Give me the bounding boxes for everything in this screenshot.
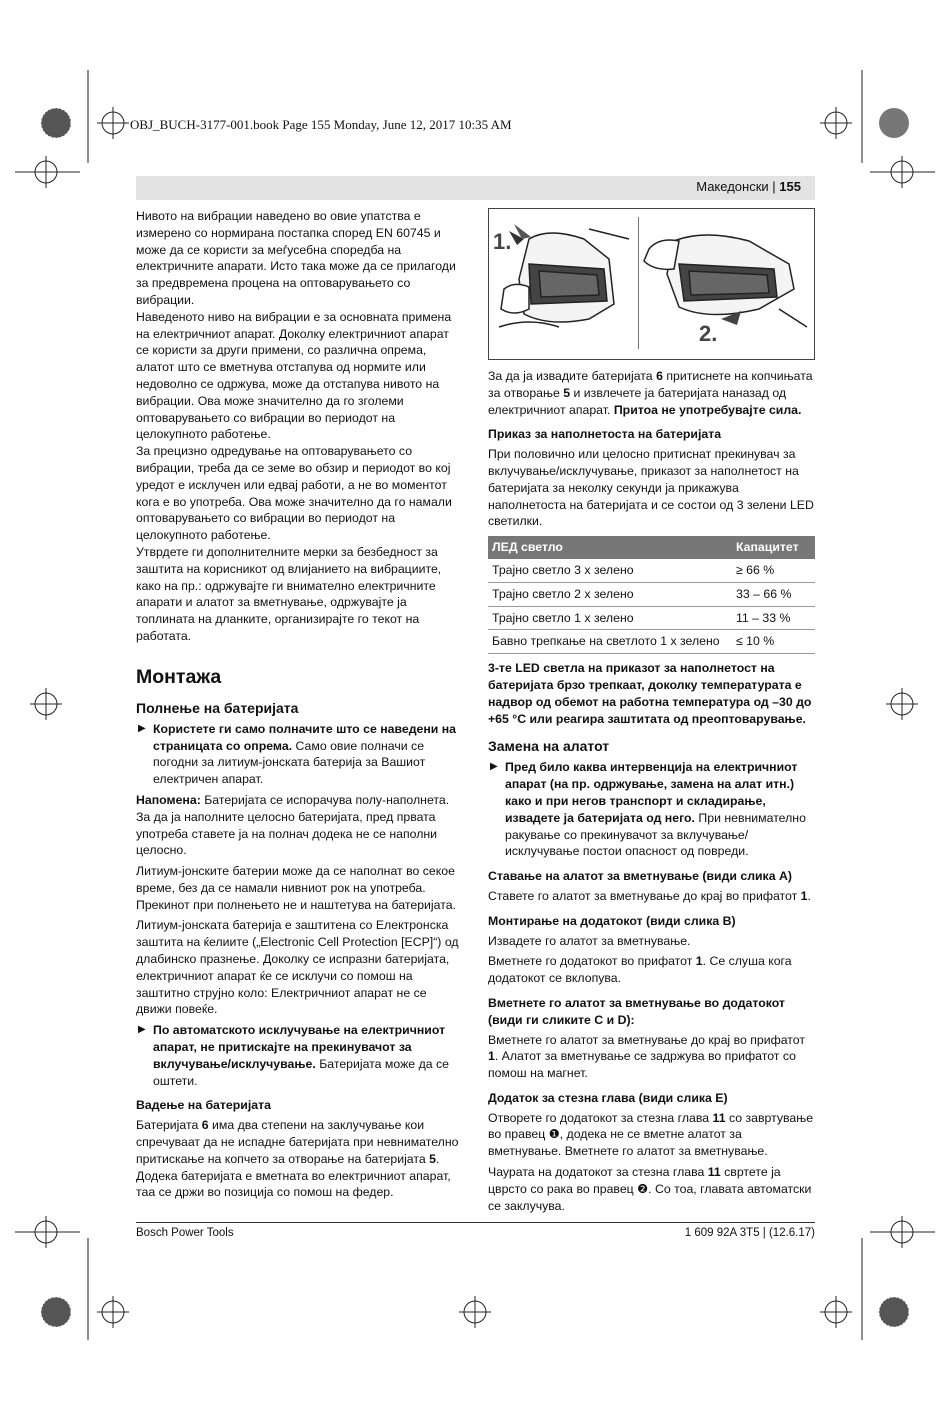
- page-header: [136, 176, 815, 200]
- text: има два степени на заклучување кои спречуваат да не испадне батеријата при невнимателно притискање на копчето за отворање на батеријата: [136, 1118, 459, 1166]
- heading-montaza: Монтажа: [136, 665, 222, 688]
- table-header-row: [488, 536, 815, 559]
- insert-attachment-paragraph: [488, 953, 815, 987]
- insert-into-attachment-paragraph: [488, 1032, 815, 1082]
- bullet-text: При невнимателно ракување со прекинувачот за вклучување/исклучување постои опасност од повреди.: [505, 810, 806, 859]
- ref-number: 1: [695, 954, 703, 969]
- bullet-text: Само овие полначи се погодни за литиум-јонската батерија за Вашиот електричен апарат.: [153, 738, 426, 787]
- text: . Додека батеријата е вметната во електричниот апарат, таа се држи во позиција со помош на федер.: [136, 1151, 451, 1200]
- figure-label-1: 1.: [493, 229, 512, 254]
- heading-insert-tool: Ставање на алатот за вметнување (види слика A): [488, 869, 792, 884]
- text: , додека не се вметне алатот за вметнување. Вметнете го алатот за вметнување.: [488, 1127, 768, 1159]
- insert-tool-paragraph: [488, 888, 815, 905]
- header-language: Македонски: [696, 179, 769, 194]
- page-number: 155: [779, 179, 801, 194]
- text: Чаурата на додатокот за стезна глава: [488, 1165, 708, 1180]
- battery-illustration: [489, 209, 814, 359]
- vibration-paragraph-2: Наведеното ниво на вибрации е за основната примена на електричниот апарат. Доколку електричниот апарат се користи за други примени, со различна опрема, алатот што се вметнува отстапува од нормите или недоволно се одржува, може да отстапува нивото на вибрации. Ова може значително да го зголеми оптоварувањето со вибрации во периодот на целокупното работење.: [136, 309, 452, 442]
- bullet-bold: По автоматското исклучување на електричниот апарат, не притискајте на прекинувачот за вклучување/исклучување.: [153, 1023, 446, 1071]
- vibration-paragraph-3: За прецизно одредување на оптоварувањето со вибрации, треба да се земе во обзир и периодот во кој уредот е исклучен или едвај работи, а не во моментот кога е во употреба. Ова може значително да го намали оптоварувањето со вибрации во периодот на целокупното работење.: [136, 444, 452, 543]
- capacity-cell: ≥ 66 %: [732, 559, 815, 582]
- table-row: [488, 606, 815, 630]
- led-cell: Трајно светло 1 x зелено: [488, 606, 732, 630]
- bullet-triangle-icon: ▶: [138, 1024, 146, 1036]
- header-text: [696, 179, 801, 194]
- table-row: [488, 559, 815, 582]
- bold-warning: Притоа не употребувајте сила.: [613, 402, 802, 417]
- footer-doc-number: 1 609 92A 3T5 | (12.6.17): [684, 1227, 815, 1239]
- text: За да ја извадите батеријата: [488, 369, 657, 383]
- bullet-bold: Пред било каква интервенција на електричниот апарат (на пр. одржување, замена на алат итн.) како и при негов транспорт и складирање, извадете ја батеријата од него.: [505, 760, 798, 825]
- ref-number: 6: [201, 1118, 209, 1133]
- figure-label-2: 2.: [699, 321, 718, 346]
- text: Ставете го алатот за вметнување до крај во прифатот: [488, 888, 801, 903]
- led-cell: Трајно светло 3 x зелено: [488, 559, 732, 582]
- bullet-text: Батеријата може да се оштети.: [153, 1056, 449, 1088]
- bullet-triangle-icon: ▶: [490, 761, 498, 773]
- battery-removal-paragraph: [136, 1117, 462, 1201]
- text: Вметнете го додатокот во прифатот: [488, 954, 696, 969]
- bullet-triangle-icon: ▶: [138, 722, 146, 734]
- direction-1-icon: ❶: [548, 1127, 560, 1142]
- column-header-led: ЛЕД светло: [488, 536, 732, 559]
- heading-insert-into-attachment: Вметнете го алатот за вметнување во додатокот (види ги сликите C и D):: [488, 995, 785, 1027]
- figure-divider: [638, 217, 639, 349]
- right-column: [488, 208, 815, 1218]
- vibration-paragraph-4: Утврдете ги дополнителните мерки за безбедност за заштита на корисникот од влијанието на вибрациите, како на пр.: одржувајте ги внимателно електричните апарати и алатот за вметнување, одржувајте ја топлината на дланките, организирајте го текот на работата.: [136, 544, 442, 643]
- text: со завртување во правец: [488, 1110, 814, 1142]
- text: . Се слуша кога додатокот се вклопува.: [488, 954, 792, 986]
- remove-battery-paragraph: [488, 368, 815, 418]
- book-info-line: OBJ_BUCH-3177-001.book Page 155 Monday, June 12, 2017 10:35 AM: [130, 117, 512, 132]
- charge-indicator-paragraph: При половично или целосно притиснат прекинувач за вклучување/исклучување, приказот за наполнетост на батеријата за неколку секунди ја прикажува наполнетоста на батеријата и се состои од 3 зелени LED светилки.: [488, 447, 814, 529]
- remove-tool-paragraph: Извадете го алатот за вметнување.: [488, 933, 691, 948]
- text: притиснете на копчињата за отворање: [488, 369, 813, 400]
- bullet-auto-shutoff: [136, 1022, 462, 1089]
- text: .: [807, 888, 811, 903]
- ref-number: 11: [712, 1110, 726, 1125]
- ref-number: 5: [563, 385, 571, 400]
- bullet-bold: Користете ги само полначите што се наведени на страницата со опрема.: [153, 721, 457, 753]
- heading-charge-indicator: Приказ за наполнетоста на батеријата: [488, 427, 722, 442]
- text: . Со тоа, главата автоматски се заклучува.: [488, 1181, 812, 1213]
- bullet-charger-warning: [136, 721, 462, 788]
- note-label: Напомена:: [136, 792, 201, 807]
- column-header-capacity: Капацитет: [732, 536, 815, 559]
- table-row: [488, 582, 815, 606]
- direction-2-icon: ❷: [637, 1181, 649, 1196]
- text: и извлечете ја батеријата наназад од електричниот апарат.: [488, 385, 787, 417]
- led-cell: Трајно светло 2 x зелено: [488, 582, 732, 606]
- li-ion-paragraph-2: Литиум-јонската батерија е заштитена со Електронска заштита на ќелиите („Electronic Cell Protection [ECP]“) од длабинско празнење. Доколку се испразни батеријата, електричниот апарат ќе се исклучи со помош на заштитно струјно коло: Електричниот апарат не се движи повеќе.: [136, 918, 459, 1017]
- li-ion-paragraph-1: Литиум-јонските батерии може да се наполнат во секое време, без да се намали нивниот рок на употреба. Прекинот при полнењето не и наштетува на батеријата.: [136, 864, 456, 912]
- capacity-cell: 33 – 66 %: [732, 582, 815, 606]
- table-row: [488, 630, 815, 654]
- text: Вметнете го алатот за вметнување до крај во прифатот: [488, 1032, 805, 1047]
- heading-mount-attachment: Монтирање на додатокот (види слика B): [488, 913, 736, 928]
- text: свртете ја цврсто со рака во правец: [488, 1165, 781, 1196]
- chuck-open-paragraph: [488, 1110, 815, 1160]
- left-column: [136, 208, 462, 1205]
- led-cell: Бавно трепкање на светлото 1 x зелено: [488, 630, 732, 654]
- heading-chuck-attachment: Додаток за стезна глава (види слика E): [488, 1090, 728, 1105]
- footer-brand: Bosch Power Tools: [136, 1227, 234, 1239]
- note-text: Батеријата се испорачува полу-наполнета. За да ја наполните целосно батеријата, пред првата употреба ставете ја на полнач додека не се наполни целосно.: [136, 792, 450, 858]
- led-capacity-table: [488, 536, 815, 654]
- heading-charging: Полнење на батеријата: [136, 699, 299, 716]
- ref-number: 11: [707, 1165, 721, 1180]
- chuck-lock-paragraph: [488, 1164, 815, 1214]
- heading-tool-change: Замена на алатот: [488, 738, 610, 755]
- vibration-paragraph-1: Нивото на вибрации наведено во овие упатства е измерено со нормирана постапка според EN 60745 и може да се користи за меѓусебна споредба на електричните апарати. Исто така може да се прилагоди за предвремена процена на оптоварувањето со вибрации.: [136, 209, 456, 307]
- text: . Алатот за вметнување се задржува во прифатот со помош на магнет.: [488, 1049, 796, 1081]
- bullet-remove-battery-first: [488, 759, 815, 860]
- heading-battery-removal: Вадење на батеријата: [136, 1098, 271, 1113]
- header-separator: |: [772, 179, 776, 194]
- text: Батеријата: [136, 1118, 202, 1133]
- ref-number: 1: [800, 888, 808, 903]
- capacity-cell: 11 – 33 %: [732, 606, 815, 630]
- note-paragraph: [136, 792, 462, 859]
- text: Отворете го додатокот за стезна глава: [488, 1110, 713, 1125]
- ref-number: 1: [488, 1049, 495, 1064]
- capacity-cell: ≤ 10 %: [732, 630, 815, 654]
- battery-removal-figure: [488, 208, 815, 360]
- bold-text: 3-те LED светла на приказот за наполнетост на батеријата брзо трепкаат, доколку температурата е надвор од обемот на работна температура од –30 до +65 °C или реагира заштитата од преоптоварување.: [488, 661, 812, 726]
- ref-number: 5: [429, 1151, 436, 1166]
- led-blink-warning: [488, 660, 815, 727]
- footer-rule: [136, 1222, 815, 1223]
- ref-number: 6: [656, 369, 663, 383]
